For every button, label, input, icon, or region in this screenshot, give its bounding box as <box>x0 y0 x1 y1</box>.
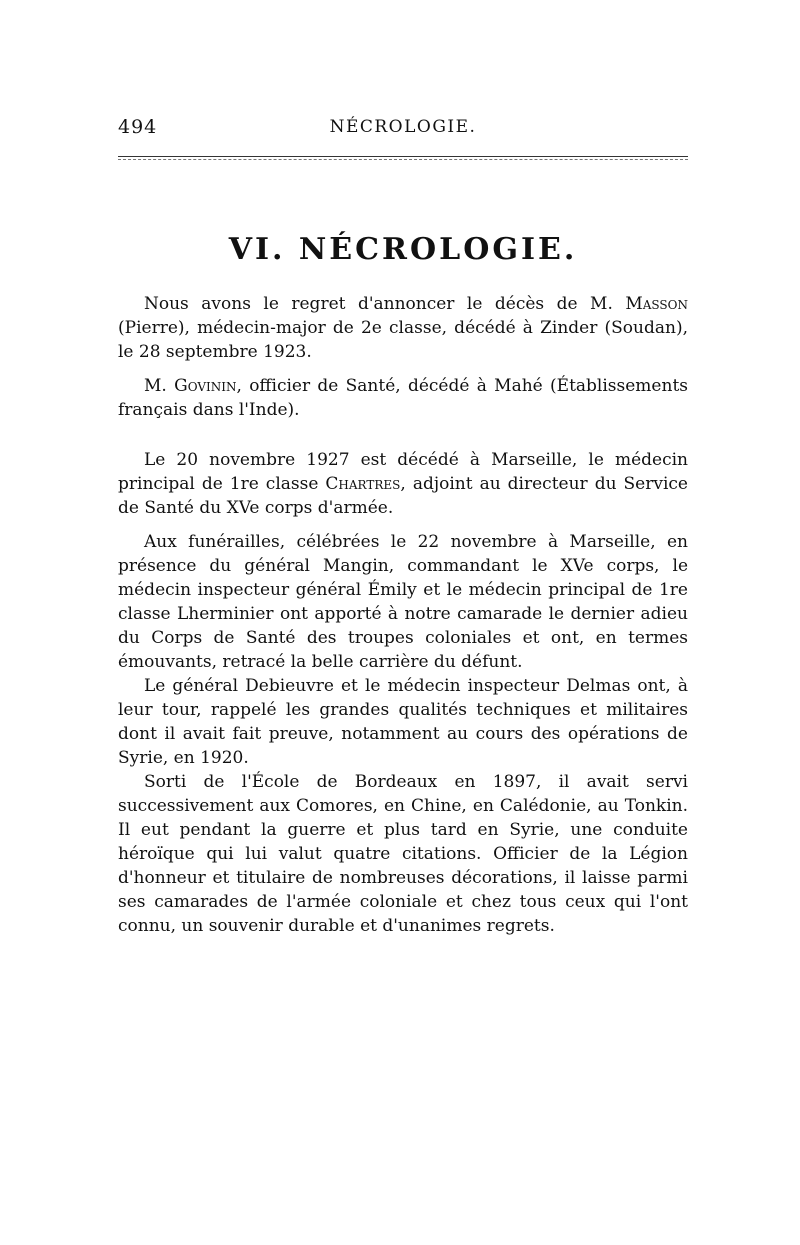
obituary-paragraph: Le général Debieuvre et le médecin inspecteur Delmas ont, à leur tour, rappelé les grandes qualités techniques et militaires dont il avait fait preuve, notamment au cours des opérations de Syrie, en 1920. <box>118 676 688 768</box>
notice-govinin <box>118 374 688 422</box>
header-rule <box>118 156 688 157</box>
header-rule-dashed <box>118 159 688 160</box>
obituary-text: , adjoint au directeur du Service de Santé du XVe corps d'armée. <box>118 474 688 518</box>
section-title: VI. NÉCROLOGIE. <box>228 232 578 267</box>
notice-text: M. <box>144 376 175 396</box>
notice-text: (Pierre), médecin-major de 2e classe, décédé à Zinder (Soudan), le 28 septembre 1923. <box>118 318 688 362</box>
notice-text: , officier de Santé, décédé à Mahé (Établissements français dans l'Inde). <box>118 376 688 420</box>
person-name: Masson <box>625 294 688 314</box>
notice-text: Nous avons le regret d'annoncer le décès de M. <box>144 294 626 314</box>
page-header <box>118 116 688 138</box>
notice-masson <box>118 292 688 364</box>
page-number: 494 <box>118 116 158 138</box>
obituary-paragraph: Aux funérailles, célébrées le 22 novembre à Marseille, en présence du général Mangin, commandant le XVe corps, le médecin inspecteur général Émily et le médecin principal de 1re classe Lherminier ont apporté à notre camarade le dernier adieu du Corps de Santé des troupes coloniales et ont, en termes émouvants, retracé la belle carrière du défunt. <box>118 532 688 672</box>
obituary-text: Le 20 novembre 1927 est décédé à Marseille, le médecin principal de 1re classe <box>118 450 688 494</box>
obituary-paragraph: Sorti de l'École de Bordeaux en 1897, il avait servi successivement aux Comores, en Chine, en Calédonie, au Tonkin. Il eut pendant la guerre et plus tard en Syrie, une conduite héroïque qui lui valut quatre citations. Officier de la Légion d'honneur et titulaire de nombreuses décorations, il laisse parmi ses camarades de l'armée coloniale et chez tous ceux qui l'ont connu, un souvenir durable et d'unanimes regrets. <box>118 772 688 936</box>
person-name: Govinin <box>174 376 237 396</box>
person-name: Chartres <box>325 474 401 494</box>
running-head: NÉCROLOGIE. <box>329 117 477 137</box>
obituary-chartres <box>118 448 688 938</box>
